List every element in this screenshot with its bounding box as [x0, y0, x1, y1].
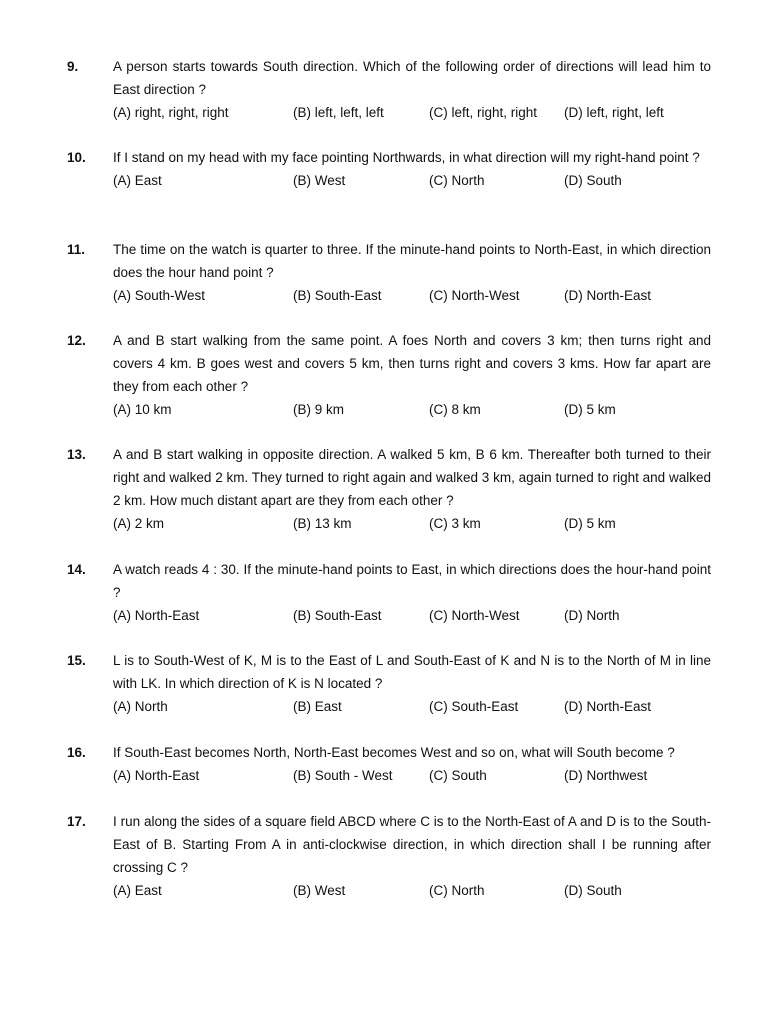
option-a: (A) South-West	[113, 288, 206, 303]
option-d: (D) South	[564, 883, 622, 898]
question-number: 15.	[67, 653, 86, 668]
option-a: (A) 10 km	[113, 402, 172, 417]
question-body	[113, 146, 711, 192]
option-a: (A) East	[113, 173, 162, 188]
option-b: (B) left, left, left	[293, 105, 384, 120]
option-d: (D) left, right, left	[564, 105, 664, 120]
option-d: (D) North-East	[564, 699, 652, 714]
option-c: (C) North	[429, 883, 485, 898]
question-body	[113, 649, 711, 718]
option-row	[113, 398, 711, 421]
question-number: 17.	[67, 814, 86, 829]
option-row	[113, 879, 711, 902]
option-c: (C) North	[429, 173, 485, 188]
question-number: 12.	[67, 333, 86, 348]
question-text: If I stand on my head with my face pointing Northwards, in what direction will my right-hand point ?	[113, 150, 700, 165]
option-d: (D) North	[564, 608, 620, 623]
question-text: If South-East becomes North, North-East becomes West and so on, what will South become ?	[113, 745, 675, 760]
option-c: (C) North-West	[429, 608, 520, 623]
option-b: (B) East	[293, 699, 342, 714]
question-body	[113, 810, 711, 902]
question-text: A watch reads 4 : 30. If the minute-hand points to East, in which directions does the hour-hand point ?	[113, 562, 711, 600]
question-body	[113, 238, 711, 307]
option-row	[113, 512, 711, 535]
option-row	[113, 101, 711, 124]
option-b: (B) 13 km	[293, 516, 352, 531]
question-text: The time on the watch is quarter to three. If the minute-hand points to North-East, in which direction does the hour hand point ?	[113, 242, 711, 280]
option-d: (D) South	[564, 173, 622, 188]
question-body	[113, 558, 711, 627]
option-c: (C) South-East	[429, 699, 519, 714]
question-number: 16.	[67, 745, 86, 760]
option-d: (D) Northwest	[564, 768, 648, 783]
question-number: 10.	[67, 150, 86, 165]
option-row	[113, 284, 711, 307]
question-text: L is to South-West of K, M is to the East of L and South-East of K and N is to the North of M in line with LK. In which direction of K is N located ?	[113, 653, 711, 691]
option-c: (C) 8 km	[429, 402, 481, 417]
question-body	[113, 55, 711, 124]
option-a: (A) East	[113, 883, 162, 898]
question-text: I run along the sides of a square field ABCD where C is to the North-East of A and D is to the South-East of B. Starting From A in anti-clockwise direction, in which direction shall I be running after crossing C ?	[113, 814, 711, 875]
option-d: (D) 5 km	[564, 516, 616, 531]
question-number: 14.	[67, 562, 86, 577]
option-b: (B) South-East	[293, 288, 382, 303]
question-body	[113, 329, 711, 421]
option-row	[113, 695, 711, 718]
option-row	[113, 604, 711, 627]
option-c: (C) North-West	[429, 288, 520, 303]
option-d: (D) North-East	[564, 288, 652, 303]
option-row	[113, 764, 711, 787]
question-text: A and B start walking from the same point. A foes North and covers 3 km; then turns right and covers 4 km. B goes west and covers 5 km, then turns right and covers 3 kms. How far apart are they from each other ?	[113, 333, 711, 394]
option-c: (C) left, right, right	[429, 105, 538, 120]
question-number: 11.	[67, 242, 86, 257]
question-number: 13.	[67, 447, 86, 462]
question-body	[113, 443, 711, 535]
option-b: (B) South - West	[293, 768, 393, 783]
option-d: (D) 5 km	[564, 402, 616, 417]
option-b: (B) West	[293, 883, 346, 898]
question-number: 9.	[67, 59, 79, 74]
option-b: (B) South-East	[293, 608, 382, 623]
option-a: (A) North-East	[113, 768, 200, 783]
option-b: (B) West	[293, 173, 346, 188]
option-a: (A) 2 km	[113, 516, 165, 531]
option-a: (A) right, right, right	[113, 105, 229, 120]
option-c: (C) 3 km	[429, 516, 481, 531]
question-text: A person starts towards South direction. Which of the following order of directions will lead him to East direction ?	[113, 59, 711, 97]
question-text: A and B start walking in opposite direction. A walked 5 km, B 6 km. Thereafter both turned to their right and walked 2 km. They turned to right again and walked 3 km, again turned to right and walked 2 km. How much distant apart are they from each other ?	[113, 447, 711, 508]
option-row	[113, 169, 711, 192]
option-c: (C) South	[429, 768, 487, 783]
question-body	[113, 741, 711, 787]
option-a: (A) North-East	[113, 608, 200, 623]
option-b: (B) 9 km	[293, 402, 345, 417]
option-a: (A) North	[113, 699, 168, 714]
